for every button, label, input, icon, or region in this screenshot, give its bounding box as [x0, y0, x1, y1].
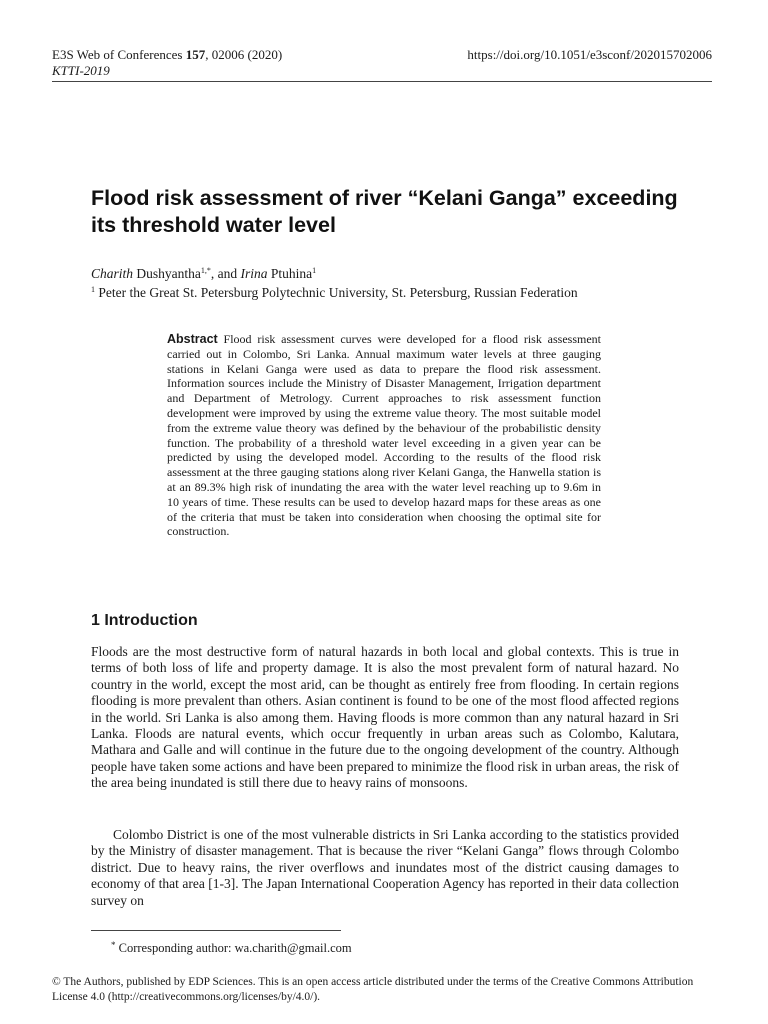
paper-title: Flood risk assessment of river “Kelani Ganga” exceeding its threshold water level — [91, 186, 678, 237]
affiliation: $^1$ Peter the Great St. Petersburg Polytechnic University, St. Petersburg, Russian Federation — [91, 285, 578, 300]
body-paragraph-2: Colombo District is one of the most vulnerable districts in Sri Lanka according to the statistics provided by the Ministry of disaster management. That is because the river “Kelani Ganga” flows through Colombo district. Due to heavy rains, the river overflows and inundates most of the district causing damages to economy of that area [1-3]. The Japan International Cooperation Agency has reported in their data collection survey on — [91, 827, 679, 908]
body-paragraph-1: Floods are the most destructive form of natural hazards in both local and global contexts. This is true in terms of both loss of life and property damage. It is also the most prevalent form of natural hazard. No country in the world, except the most arid, can be thought as entirely free from flooding. In certain regions flooding is more prevalent than others. Asian continent is found to be one of the most flood affected regions in the world. Sri Lanka is also among them. Having floods is more common than any natural hazard in Sri Lanka. Floods are natural events, which occur frequently in urban areas such as Colombo, Kalutara, Mathara and Galle and will continue in the future due to the ongoing development of the country. Although people have taken some actions and have been prepared to minimize the flood risk in urban areas, the risk of the area being inundated is still there due to heavy rains of monsoons. — [91, 644, 679, 791]
abstract — [167, 332, 601, 539]
doi-link[interactable]: https://doi.org/10.1051/e3sconf/202015702006 — [467, 47, 712, 62]
abstract-text: Flood risk assessment curves were developed for a flood risk assessment carried out in Colombo, Sri Lanka. Annual maximum water levels at three gauging stations in Kelani Ganga were used as data to prepare the flood risk assessment. Information sources include the Ministry of Disaster Management, Irrigation department and Department of Metrology. Current approaches to risk assessment function development were improved by using the extreme value theory. The most suitable model from the extreme value theory was defined by the behaviour of the probabilistic density function. The probability of a threshold water level exceeding in a given year can be predicted by using the developed model. According to the results of the flood risk assessment at the three gauging stations along river Kelani Ganga, the Hanwella station is at an 89.3% high risk of inundating the area with the water level reaching up to 9.6m in 10 years of time. These results can be used to develop hazard maps for these areas as one of the criteria that must be taken into consideration when choosing the optimal site for construction. — [167, 332, 601, 539]
footnote: * Corresponding author: wa.charith@gmail.com — [111, 940, 352, 955]
volume-number: 157 — [185, 47, 206, 62]
conference-series: KTTI-2019 — [52, 63, 110, 78]
license-notice: © The Authors, published by EDP Sciences. This is an open access article distributed under the terms of the Creative Commons Attribution License 4.0 (http://creativecommons.org/licenses/by/4.0/). — [52, 976, 694, 1003]
conference-citation: E3S Web of Conferences 157, 02006 (2020) — [52, 47, 283, 62]
section-heading: 1 Introduction — [91, 612, 198, 629]
running-header — [52, 47, 282, 79]
author-list: Charith Dushyantha$^{1,*}$, and Irina Ptuhina$^1$ — [91, 266, 317, 281]
header-divider — [52, 81, 712, 82]
abstract-label: Abstract — [167, 332, 218, 346]
footnote-divider — [91, 930, 341, 931]
